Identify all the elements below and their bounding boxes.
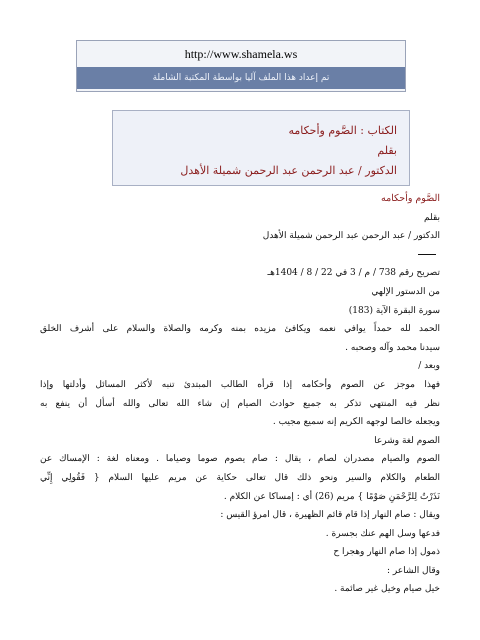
generated-by-banner: تم إعداد هذا الملف آليا بواسطة المكتبة الشاملة (77, 67, 405, 89)
text-line: نظر فيه المنتهي تذكر به جميع حوادث الصيام إن شاء الله تعالى والله أسأل أن ينفع به (40, 398, 440, 409)
section-title: الصَّوم وأحكامه (380, 193, 440, 204)
text-line: نَذَرْتُ لِلرَّحْمَنِ صَوْمًا } مريم (26) أي : إمساكا عن الكلام . (223, 491, 440, 502)
poem-line: فدعها وسل الهم عنك بجسرة . (325, 528, 440, 539)
subheading: الصوم لغة وشرعا (374, 435, 440, 446)
byline: بقلم (423, 212, 440, 223)
poem-line: ذمول إذا صام النهار وهجرا ح (333, 547, 440, 558)
author-line: الدكتور / عبد الرحمن عبد الرحمن شميلة الأهدل (262, 231, 440, 242)
text-line: سيدنا محمد وآله وصحبه . (345, 342, 440, 353)
text-line: سورة البقرة الآية (183) (348, 305, 440, 316)
text-line: ويجعله خالصا لوجهه الكريم إنه سميع مجيب . (272, 417, 440, 428)
text-line: ويقال : صام النهار إذا قام قائم الظهيرة ، قال امرؤ القيس : (220, 510, 440, 521)
text-line: الصوم والصيام مصدران لصام ، يقال : صام يصوم صوما وصياما . ومعناه لغة : الإمساك عن (40, 454, 440, 465)
book-author: الدكتور / عبد الرحمن عبد الرحمن شميلة الأهدل (180, 164, 397, 177)
text-line: وقال الشاعر : (386, 565, 440, 576)
header-box (76, 40, 406, 92)
site-url[interactable]: http://www.shamela.ws (184, 47, 298, 61)
book-title: الكتاب : الصَّوم وأحكامه (288, 124, 397, 137)
text-line: فهذا موجز عن الصوم وأحكامه إذا قرأه الطالب المبتدئ تنبه لأكثر المسائل وأدلتها وإذا (40, 379, 440, 390)
text-line: وبعد / (418, 361, 440, 372)
poem-line: خيل صيام وخيل غير صائمة . (334, 584, 440, 595)
book-title-box (112, 110, 410, 186)
permit-line: تصريح رقم 738 / م / 3 في 22 / 8 / 1404هـ (267, 268, 440, 279)
book-by: بقلم (377, 144, 397, 157)
separator-rule (40, 246, 440, 265)
text-line: الحمد لله حمداً يوافي نعمه ويكافئ مزيده بمنه وكرمه والصلاة والسلام على أشرف الخلق (40, 324, 440, 335)
document-body (40, 190, 440, 599)
text-line: من الدستور الإلهي (371, 286, 440, 297)
text-line: الطعام والكلام والسير ونحو ذلك قال تعالى حكاية عن مريم عليها السلام { فَقُولِي إِنِّي (40, 472, 440, 483)
